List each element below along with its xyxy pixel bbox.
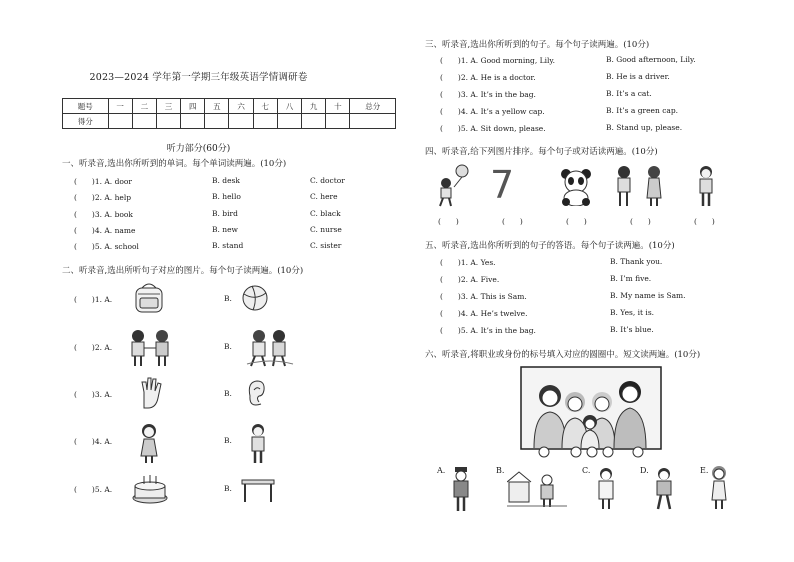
nurse-icon bbox=[708, 464, 730, 510]
s3-q1-a[interactable]: ( )1. A. Good morning, Lily. bbox=[440, 56, 556, 65]
s5-q1-b[interactable]: B. Thank you. bbox=[610, 257, 663, 266]
s2-q5-b[interactable]: B. bbox=[224, 484, 232, 493]
s6-label-e: E. bbox=[700, 466, 709, 475]
two-kids-playing-icon bbox=[245, 328, 295, 368]
s2-q4-b[interactable]: B. bbox=[224, 436, 232, 445]
s3-q1-b[interactable]: B. Good afternoon, Lily. bbox=[606, 55, 696, 64]
s4-blank-4[interactable]: ( ) bbox=[630, 217, 651, 226]
score-row-label: 得分 bbox=[63, 114, 109, 129]
s6-label-a: A. bbox=[437, 466, 446, 475]
s3-q3-b[interactable]: B. It’s a cat. bbox=[606, 89, 652, 98]
score-header-cell: 六 bbox=[229, 99, 253, 114]
police-officer-icon bbox=[450, 466, 472, 512]
student-icon bbox=[652, 466, 676, 510]
score-cell[interactable] bbox=[181, 114, 205, 129]
score-cell[interactable] bbox=[132, 114, 156, 129]
score-header-cell: 五 bbox=[205, 99, 229, 114]
s1-q1-c[interactable]: C. doctor bbox=[310, 176, 345, 185]
s5-q5-b[interactable]: B. It’s blue. bbox=[610, 325, 654, 334]
s3-q2-a[interactable]: ( )2. A. He is a doctor. bbox=[440, 73, 536, 82]
score-cell[interactable] bbox=[326, 114, 350, 129]
section2-heading: 二、听录音,选出所听句子对应的图片。每个句子读两遍。(10分) bbox=[62, 266, 304, 276]
score-cell[interactable] bbox=[253, 114, 277, 129]
s1-q1-b[interactable]: B. desk bbox=[212, 176, 240, 185]
s1-q4-c[interactable]: C. nurse bbox=[310, 225, 342, 234]
score-table bbox=[62, 98, 396, 129]
s2-q3-b[interactable]: B. bbox=[224, 389, 232, 398]
desk-icon bbox=[240, 474, 276, 504]
s3-q4-b[interactable]: B. It’s a green cap. bbox=[606, 106, 679, 115]
s4-blank-3[interactable]: ( ) bbox=[566, 217, 587, 226]
s1-q3-c[interactable]: C. black bbox=[310, 209, 341, 218]
s1-q4-b[interactable]: B. new bbox=[212, 225, 238, 234]
farm-scene-icon bbox=[507, 468, 567, 508]
girl-icon bbox=[136, 422, 162, 464]
s5-q2-b[interactable]: B. I’m five. bbox=[610, 274, 652, 283]
score-cell[interactable] bbox=[302, 114, 326, 129]
two-boys-greeting-icon bbox=[126, 328, 176, 368]
ear-icon bbox=[245, 378, 267, 408]
kid-with-balloon-icon bbox=[432, 163, 472, 207]
score-header-cell: 十 bbox=[326, 99, 350, 114]
section6-heading: 六、听录音,将职业或身份的标号填入对应的圆圈中。短文读两遍。(10分) bbox=[425, 350, 701, 360]
s1-q5-a[interactable]: ( )5. A. school bbox=[74, 242, 139, 251]
section5-heading: 五、听录音,选出你所听到的句子的答语。每个句子读两遍。(10分) bbox=[425, 241, 675, 251]
s3-q5-b[interactable]: B. Stand up, please. bbox=[606, 123, 683, 132]
backpack-icon bbox=[130, 282, 170, 316]
s5-q5-a[interactable]: ( )5. A. It’s in the bag. bbox=[440, 326, 536, 335]
s1-q2-c[interactable]: C. here bbox=[310, 192, 338, 201]
s5-q2-a[interactable]: ( )2. A. Five. bbox=[440, 275, 500, 284]
s1-q2-a[interactable]: ( )2. A. help bbox=[74, 193, 132, 202]
s5-q4-b[interactable]: B. Yes, it is. bbox=[610, 308, 655, 317]
score-cell[interactable] bbox=[108, 114, 132, 129]
s1-q3-a[interactable]: ( )3. A. book bbox=[74, 210, 133, 219]
number-seven: 7 bbox=[490, 163, 515, 207]
score-header-cell: 九 bbox=[302, 99, 326, 114]
panda-icon bbox=[556, 166, 596, 206]
s4-blank-1[interactable]: ( ) bbox=[438, 217, 459, 226]
score-header-cell: 总分 bbox=[350, 99, 396, 114]
s2-q5-a[interactable]: ( )5. A. bbox=[74, 485, 113, 494]
s1-q5-c[interactable]: C. sister bbox=[310, 241, 342, 250]
s4-blank-5[interactable]: ( ) bbox=[694, 217, 715, 226]
ball-icon bbox=[240, 283, 270, 313]
score-header-cell: 三 bbox=[156, 99, 180, 114]
s1-q1-a[interactable]: ( )1. A. door bbox=[74, 177, 132, 186]
s3-q5-a[interactable]: ( )5. A. Sit down, please. bbox=[440, 124, 546, 133]
score-header-cell: 一 bbox=[108, 99, 132, 114]
s2-q1-a[interactable]: ( )1. A. bbox=[74, 295, 113, 304]
s6-label-c: C. bbox=[582, 466, 591, 475]
score-cell[interactable] bbox=[277, 114, 301, 129]
s1-q4-a[interactable]: ( )4. A. name bbox=[74, 226, 136, 235]
score-header-cell: 二 bbox=[132, 99, 156, 114]
score-table-header-row bbox=[63, 99, 396, 114]
s2-q3-a[interactable]: ( )3. A. bbox=[74, 390, 113, 399]
score-cell[interactable] bbox=[156, 114, 180, 129]
score-header-cell: 八 bbox=[277, 99, 301, 114]
boy-standing-icon bbox=[693, 164, 719, 208]
s2-q4-a[interactable]: ( )4. A. bbox=[74, 437, 113, 446]
s2-q2-b[interactable]: B. bbox=[224, 342, 232, 351]
section1-heading: 一、听录音,选出你所听到的单词。每个单词读两遍。(10分) bbox=[62, 159, 287, 169]
s1-q2-b[interactable]: B. hello bbox=[212, 192, 241, 201]
s5-q3-a[interactable]: ( )3. A. This is Sam. bbox=[440, 292, 527, 301]
s4-blank-2[interactable]: ( ) bbox=[502, 217, 523, 226]
doctor-icon bbox=[595, 466, 617, 510]
birthday-cake-icon bbox=[130, 472, 170, 504]
boy-icon bbox=[246, 422, 270, 464]
listening-part-title: 听力部分(60分) bbox=[166, 144, 231, 154]
score-cell[interactable] bbox=[205, 114, 229, 129]
s2-q2-a[interactable]: ( )2. A. bbox=[74, 343, 113, 352]
s3-q3-a[interactable]: ( )3. A. It’s in the bag. bbox=[440, 90, 536, 99]
score-table-score-row bbox=[63, 114, 396, 129]
score-cell[interactable] bbox=[229, 114, 253, 129]
s2-q1-b[interactable]: B. bbox=[224, 294, 232, 303]
s3-q4-a[interactable]: ( )4. A. It’s a yellow cap. bbox=[440, 107, 545, 116]
s6-label-d: D. bbox=[640, 466, 649, 475]
s1-q3-b[interactable]: B. bird bbox=[212, 209, 238, 218]
s3-q2-b[interactable]: B. He is a driver. bbox=[606, 72, 670, 81]
s5-q1-a[interactable]: ( )1. A. Yes. bbox=[440, 258, 496, 267]
two-kids-talking-icon bbox=[610, 164, 670, 208]
score-header-cell: 七 bbox=[253, 99, 277, 114]
score-cell[interactable] bbox=[350, 114, 396, 129]
score-header-cell: 题号 bbox=[63, 99, 109, 114]
s6-label-b: B. bbox=[496, 466, 505, 475]
exam-title: 2023—2024 学年第一学期三年级英语学情调研卷 bbox=[89, 72, 308, 83]
s5-q3-b[interactable]: B. My name is Sam. bbox=[610, 291, 686, 300]
hand-icon bbox=[138, 376, 164, 410]
family-picture bbox=[520, 366, 662, 458]
section4-heading: 四、听录音,给下列图片排序。每个句子或对话读两遍。(10分) bbox=[425, 147, 658, 157]
s1-q5-b[interactable]: B. stand bbox=[212, 241, 244, 250]
score-header-cell: 四 bbox=[181, 99, 205, 114]
s5-q4-a[interactable]: ( )4. A. He’s twelve. bbox=[440, 309, 528, 318]
section3-heading: 三、听录音,选出你所听到的句子。每个句子读两遍。(10分) bbox=[425, 40, 650, 50]
